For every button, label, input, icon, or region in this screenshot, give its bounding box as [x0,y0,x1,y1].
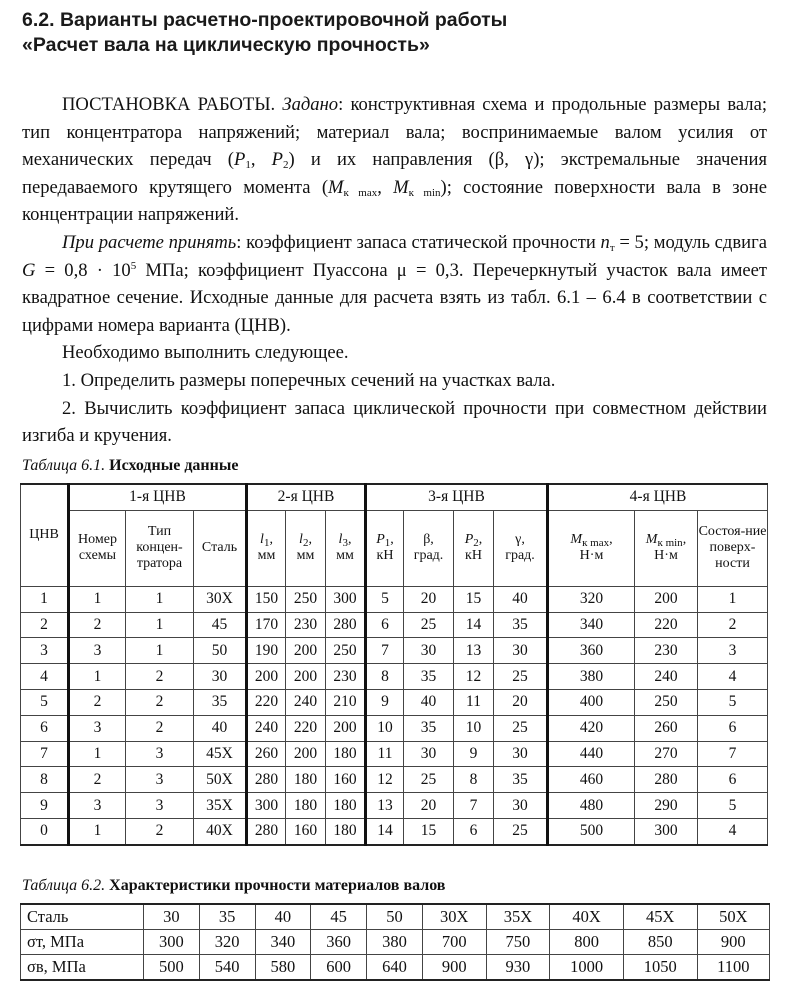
table-cell: 3 [126,793,194,819]
table-cell: 380 [548,664,635,690]
table-cell: 11 [366,741,404,767]
table-cell: 11 [454,689,494,715]
section-title [22,8,507,58]
table-cell: 200 [286,741,326,767]
table-cell: 300 [326,586,366,612]
text-fragment: M [328,176,344,198]
text-fragment: Задано [282,94,339,115]
text-fragment: = 0,8 · 10 [35,259,131,281]
table-cell: 3 [69,793,126,819]
paragraph-accept [22,229,767,339]
table-cell: 7 [698,741,768,767]
table-cell: 1 [69,818,126,844]
table-cell: 30 [194,664,247,690]
table2-caption [22,877,445,895]
table-cell: 25 [494,715,548,741]
table-cell: 420 [548,715,635,741]
text-fragment: P [233,149,246,171]
text-fragment: Н·м [654,548,678,564]
text-fragment: Исходные данные [109,457,239,474]
text-fragment: кН [376,548,394,564]
text-fragment: Характеристики прочности материалов валов [109,877,446,894]
table-cell: 35Х [486,904,550,930]
table-cell: 15 [454,586,494,612]
table-cell: 0 [21,818,69,844]
table-cell: 15 [404,818,454,844]
table-cell: 240 [635,664,698,690]
table-cell: 30 [404,638,454,664]
table-cell: 40 [404,689,454,715]
text-fragment: град. [413,548,444,564]
text-fragment: кН [465,548,482,564]
table-cell: 2 [21,612,69,638]
text-fragment: к min [657,537,683,550]
table-cell: 600 [311,955,367,981]
table-cell: 7 [454,793,494,819]
table-cell: 7 [21,741,69,767]
table-cell: 30Х [194,586,247,612]
text-fragment: к min [408,186,441,199]
header-l1: $l_1$, мм [247,510,286,586]
table-cell: 360 [311,930,367,955]
table-cell: 1 [126,586,194,612]
table-cell: 5 [698,793,768,819]
text-fragment: 2 [283,159,289,172]
text-fragment: P [376,532,385,548]
table-cell: 250 [635,689,698,715]
table-cell: 160 [326,767,366,793]
table-cell: 200 [247,664,286,690]
group-2: 2-я ЦНВ [247,484,366,510]
table-cell: 30 [144,904,200,930]
table-cell: 200 [286,638,326,664]
table-cell: 280 [247,818,286,844]
paragraph-required: Необходимо выполнить следующее. [62,342,349,364]
table-cell: 1 [69,664,126,690]
table-cell: 900 [697,930,769,955]
table-cell: 2 [698,612,768,638]
table-cell: 14 [454,612,494,638]
text-fragment: МПа; коэффициент Пуассона μ = 0,3. Перечеркнутый участок вала имеет квадратное сечение. Исходные данные для расчета взять из табл. 6.1 – 6.4 в соответствии с цифрами номера варианта (ЦНВ). [22,259,768,336]
table-cell: 340 [548,612,635,638]
table-cell: 1 [69,586,126,612]
table-cell: 4 [698,818,768,844]
table-cell: 20 [404,793,454,819]
text-fragment: P [464,532,474,548]
table1-caption [22,457,238,475]
table-cell: 540 [199,955,255,981]
table-cell: 230 [635,638,698,664]
table-cell: 40Х [194,818,247,844]
table-cell: 25 [404,612,454,638]
table-cell: 1000 [550,955,624,981]
text-fragment: мм [336,548,354,564]
group-3: 3-я ЦНВ [366,484,548,510]
table-cell: 2 [69,689,126,715]
table-cell: 260 [635,715,698,741]
text-fragment: 2 [473,537,479,550]
table-cell: 200 [286,664,326,690]
table-cell: 50 [194,638,247,664]
table-cell: 180 [326,741,366,767]
table-cell: 12 [366,767,404,793]
table-cell: 230 [326,664,366,690]
title-line-2: «Расчет вала на циклическую прочность» [22,34,430,56]
table-cell: 300 [635,818,698,844]
text-fragment: град. [505,548,535,564]
table-cell: 200 [635,586,698,612]
table-row [21,689,768,715]
table-cell: 440 [548,741,635,767]
table-cell: 500 [144,955,200,981]
table-cell: 6 [21,715,69,741]
table-cell: 150 [247,586,286,612]
table-cell: 6 [698,715,768,741]
table-cell: 210 [326,689,366,715]
header-steel: Сталь [194,510,247,586]
table-cell: 35 [199,904,255,930]
table-cell: 930 [486,955,550,981]
table-cell: 1 [126,612,194,638]
table-cell: 2 [126,664,194,690]
task-item-2: 2. Вычислить коэффициент запаса циклической прочности при совместном действии изгиба и кручения. [22,397,767,447]
table-cell: 320 [199,930,255,955]
text-fragment: l [338,532,343,548]
table-cell: 9 [454,741,494,767]
table-cell: 250 [326,638,366,664]
text-fragment: M [645,532,658,548]
text-fragment: к max [582,537,610,550]
table-cell: 290 [635,793,698,819]
table-cell: 50Х [194,767,247,793]
text-fragment: 1 [263,537,270,550]
table-cell: 2 [69,612,126,638]
text-fragment: мм [296,548,315,564]
table-cell: 40Х [550,904,624,930]
table-row [21,715,768,741]
table-cell: 500 [548,818,635,844]
table-cell: 30 [494,741,548,767]
text-fragment: l [260,532,264,548]
table-cell: 160 [286,818,326,844]
table-cell: 850 [623,930,697,955]
table-row [21,818,768,844]
text-fragment: = 5; модуль сдвига [614,231,767,253]
table-cell: 45Х [623,904,697,930]
header-p2: $P_2$, кН [454,510,494,586]
table-cell: 9 [21,793,69,819]
table-cell: 1050 [623,955,697,981]
table-cell: 180 [286,793,326,819]
header-cnv: ЦНВ [21,484,69,586]
table-cell: 360 [548,638,635,664]
header-l3: $l_3$, мм [326,510,366,586]
table-cell: 5 [698,689,768,715]
table-row [21,904,770,930]
table-cell: 180 [326,793,366,819]
table-cell: 35 [404,715,454,741]
table-cell: 10 [454,715,494,741]
header-concentrator: Тип концен-тратора [126,510,194,586]
paragraph-given: ПОСТАНОВКА РАБОТЫ. Задано: конструктивная схема и продольные размеры вала; тип концентратора напряжений; материал вала; воспринимаемые валом усилия от механических передач ($P_1$, $P_2$) и их направления (β, γ); экстремальные значения передаваемого крутящего момента ($M_{к max}$, $M_{к min}$); состояние поверхности вала в зоне концентрации напряжений. [22,94,768,226]
table-row [21,612,768,638]
text-fragment: к max [343,186,378,199]
header-p1: $P_1$, кН [366,510,404,586]
header-gamma [494,510,548,586]
table-cell: 3 [21,638,69,664]
table-cell: 14 [366,818,404,844]
table-cell: 45 [194,612,247,638]
table-cell: 230 [286,612,326,638]
table-cell: 1 [21,586,69,612]
table-cell: 50 [367,904,423,930]
group-4: 4-я ЦНВ [548,484,768,510]
table-cell: 180 [286,767,326,793]
source-data-table [20,483,768,846]
text-fragment: M [393,176,409,198]
text-fragment: n [600,231,610,253]
table-cell: 3 [69,715,126,741]
header-mmin: $M_{к min}$, Н·м [635,510,698,586]
table-cell: 35 [194,689,247,715]
table-cell: 220 [635,612,698,638]
table-cell: 400 [548,689,635,715]
table-cell: 3 [698,638,768,664]
table-cell: 260 [247,741,286,767]
table-cell: 40 [494,586,548,612]
table-cell: 35 [494,612,548,638]
table-cell: 6 [366,612,404,638]
table-cell: 480 [548,793,635,819]
table-cell: 40 [255,904,311,930]
table-cell: 25 [494,818,548,844]
text-fragment: 1 [245,159,251,172]
table-cell: 270 [635,741,698,767]
table-cell: 5 [366,586,404,612]
header-beta [404,510,454,586]
table-cell: 35Х [194,793,247,819]
table-cell: 240 [247,715,286,741]
row-label: Сталь [21,904,144,930]
table-row [21,741,768,767]
table-cell: 250 [286,586,326,612]
material-strength-table [20,903,770,981]
text-fragment: β, [423,532,434,548]
table-cell: 30 [494,793,548,819]
table-cell: 8 [366,664,404,690]
table-cell: 45Х [194,741,247,767]
table-cell: 170 [247,612,286,638]
table-cell: 300 [144,930,200,955]
table-cell: 9 [366,689,404,715]
text-fragment: P [271,149,283,171]
text-fragment: M [570,532,583,548]
table-cell: 3 [69,638,126,664]
text-fragment: мм [257,548,276,564]
text-fragment: Таблица 6.2. [22,877,110,894]
table-cell: 750 [486,930,550,955]
text-fragment: 2 [302,537,309,550]
text-fragment: : конструктивная схема и продольные размеры вала; тип концентратора напряжений; материал вала; воспринимаемые валом усилия от механических передач ( [22,94,767,171]
table-cell: 580 [255,955,311,981]
table-cell: 1 [126,638,194,664]
table-cell: 7 [366,638,404,664]
table-cell: 25 [494,664,548,690]
table-row [21,664,768,690]
table-cell: 4 [21,664,69,690]
text-fragment: 1 [384,537,391,550]
table-cell: 320 [548,586,635,612]
table-cell: 180 [326,818,366,844]
table-cell: 1 [698,586,768,612]
table-cell: 40 [194,715,247,741]
text-fragment: : коэффициент запаса статической прочности [236,231,601,253]
table-cell: 2 [69,767,126,793]
table-cell: 1100 [697,955,769,981]
table-row [21,793,768,819]
header-scheme: Номер схемы [69,510,126,586]
table-cell: 380 [367,930,423,955]
table-cell: 20 [404,586,454,612]
table-cell: 220 [286,715,326,741]
table-cell: 35 [494,767,548,793]
header-l2: $l_2$, мм [286,510,326,586]
table-cell: 3 [126,741,194,767]
text-fragment: ПОСТАНОВКА РАБОТЫ. [62,94,283,115]
text-fragment: 3 [342,537,348,550]
table-cell: 4 [698,664,768,690]
table-cell: 50Х [697,904,769,930]
table-cell: 6 [698,767,768,793]
table-cell: 280 [326,612,366,638]
text-fragment: Таблица 6.1. [22,457,110,474]
table-cell: 3 [126,767,194,793]
table-cell: 30Х [422,904,486,930]
table-cell: 35 [404,664,454,690]
table-cell: 13 [366,793,404,819]
table-cell: 20 [494,689,548,715]
table-cell: 6 [454,818,494,844]
table-cell: 2 [126,715,194,741]
table-row [21,586,768,612]
text-fragment: Н·м [579,548,604,564]
table-cell: 200 [326,715,366,741]
text-fragment: 5 [130,259,137,272]
table-cell: 280 [247,767,286,793]
table-row [21,955,770,981]
table-cell: 12 [454,664,494,690]
table-cell: 30 [404,741,454,767]
table-cell: 5 [21,689,69,715]
table-cell: 25 [404,767,454,793]
row-label: σв, МПа [21,955,144,981]
text-fragment: l [299,532,303,548]
table-cell: 900 [422,955,486,981]
table-cell: 190 [247,638,286,664]
assignment-text [22,91,767,450]
table-cell: 700 [422,930,486,955]
table-cell: 10 [366,715,404,741]
table-cell: 460 [548,767,635,793]
table-cell: 240 [286,689,326,715]
table-cell: 45 [311,904,367,930]
table-row [21,767,768,793]
task-item-1: 1. Определить размеры поперечных сечений на участках вала. [62,369,556,391]
group-1: 1-я ЦНВ [69,484,247,510]
table-cell: 800 [550,930,624,955]
text-fragment: γ, [515,532,525,548]
text-fragment: При расчете принять [62,231,237,253]
table-cell: 2 [126,818,194,844]
table-cell: 640 [367,955,423,981]
table-cell: 280 [635,767,698,793]
table-cell: 8 [454,767,494,793]
text-fragment: ); состояние поверхности вала в зоне концентрации напряжений. [22,176,767,226]
header-mmax: $M_{к max}$, Н·м [548,510,635,586]
table-cell: 13 [454,638,494,664]
table-cell: 8 [21,767,69,793]
table-row [21,638,768,664]
text-fragment: G [22,259,36,281]
table-cell: 1 [69,741,126,767]
table-row [21,930,770,955]
text-fragment: т [609,241,615,254]
table-cell: 220 [247,689,286,715]
table-cell: 300 [247,793,286,819]
table-cell: 340 [255,930,311,955]
table-cell: 2 [126,689,194,715]
text-fragment: ) и их направления (β, γ); экстремальные значения передаваемого крутящего момента ( [22,149,768,198]
row-label: σт, МПа [21,930,144,955]
table-cell: 30 [494,638,548,664]
header-surface: Состоя-ние поверх-ности [698,510,768,586]
title-line-1: 6.2. Варианты расчетно-проектировочной работы [22,9,508,31]
